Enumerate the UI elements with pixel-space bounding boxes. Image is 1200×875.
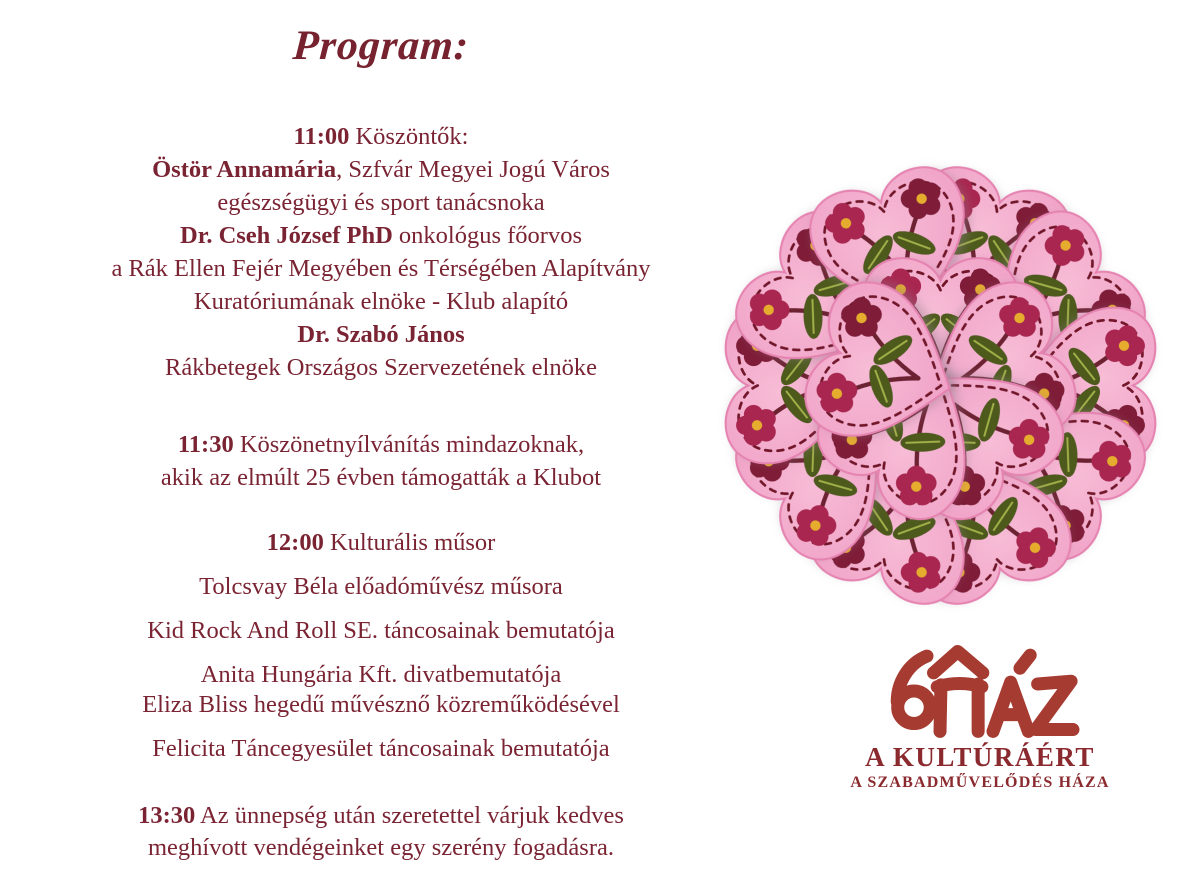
program-line [38, 800, 724, 832]
haz-logo-mark-icon [874, 642, 1086, 739]
program-block-performer-3 [38, 660, 724, 720]
program-line [38, 428, 724, 461]
program-line [38, 153, 724, 186]
program-line [38, 734, 724, 764]
line-text: Kid Rock And Roll SE. táncosainak bemutatója [147, 617, 615, 644]
program-line [38, 351, 724, 384]
line-text: Anita Hungária Kft. divatbemutatója [200, 661, 562, 688]
program-block-performer-2 [38, 616, 724, 646]
line-text: Tolcsvay Béla előadóművész műsora [199, 573, 563, 600]
speaker-name: Dr. Szabó János [297, 321, 465, 348]
line-text: Kulturális műsor [323, 529, 496, 556]
time-label: 13:30 [138, 802, 196, 829]
line-text: Köszöntők: [349, 123, 469, 150]
line-text: a Rák Ellen Fejér Megyében és Térségében Alapítvány [111, 255, 651, 282]
program-line [38, 219, 724, 252]
program-line [38, 120, 724, 153]
program-block-1330 [38, 800, 724, 864]
program-line [38, 660, 724, 690]
program-block-1130 [38, 428, 724, 494]
line-text: akik az elmúlt 25 évben támogatták a Klubot [160, 464, 602, 491]
line-text: , Szfvár Megyei Jogú Város [336, 156, 610, 183]
line-text: Eliza Bliss hegedű művésznő közreműködésével [142, 691, 620, 718]
line-text: meghívott vendégeinket egy szerény fogadásra. [147, 834, 614, 861]
line-text: Rákbetegek Országos Szervezetének elnöke [165, 354, 597, 381]
time-label: 11:30 [177, 431, 234, 458]
program-block-1200 [38, 528, 724, 558]
program-line [38, 318, 724, 351]
logo-tagline: A KULTÚRÁÉRT [865, 742, 1095, 772]
program-block-1100 [38, 120, 724, 384]
program-line [38, 616, 724, 646]
program-line [38, 461, 724, 494]
line-text: Köszönetnyílvánítás mindazoknak, [233, 431, 585, 458]
line-text: Kuratóriumának elnöke - Klub alapító [193, 288, 569, 315]
program-block-performer-4 [38, 734, 724, 764]
program-line [38, 832, 724, 864]
program-column [38, 0, 724, 864]
program-line [38, 252, 724, 285]
line-text: Felicita Táncegyesület táncosainak bemutatója [152, 735, 610, 762]
logo-subtitle: A SZABADMŰVELŐDÉS HÁZA [850, 774, 1110, 791]
program-block-performer-1 [38, 572, 724, 602]
line-text: egészségügyi és sport tanácsnoka [217, 189, 545, 216]
haz-logo [834, 642, 1126, 792]
time-label: 11:00 [293, 123, 350, 150]
line-text: Az ünnepség után szeretettel várjuk kedves [195, 802, 624, 829]
hearts-wreath-illustration [692, 140, 1189, 637]
program-line [38, 186, 724, 219]
page-title: Program: [291, 23, 471, 69]
time-label: 12:00 [266, 529, 324, 556]
speaker-name: Dr. Cseh József PhD [180, 222, 393, 249]
program-line [38, 572, 724, 602]
line-text: onkológus főorvos [392, 222, 582, 249]
program-line [38, 528, 724, 558]
program-line [38, 690, 724, 720]
speaker-name: Östör Annamária [152, 156, 337, 183]
program-line [38, 285, 724, 318]
